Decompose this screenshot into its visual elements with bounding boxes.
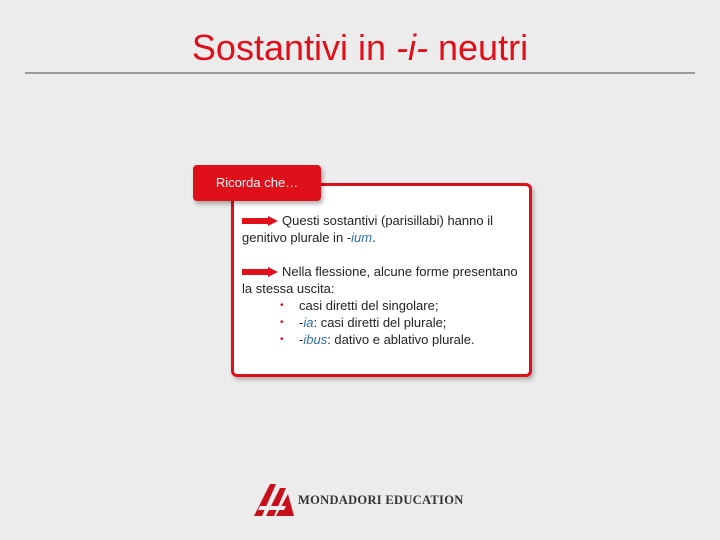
list-item-highlight: ia [303, 315, 314, 330]
list-item [242, 314, 522, 331]
title-part-1: Sostantivi in [191, 27, 397, 68]
mondadori-logo-icon [250, 482, 294, 516]
ending-list [242, 297, 522, 348]
title-divider [25, 72, 695, 74]
p2-intro [242, 263, 522, 297]
p1-end: . [372, 230, 376, 245]
list-item-prefix: - [299, 332, 304, 347]
list-item [242, 331, 522, 348]
bullet-icon: • [280, 334, 284, 345]
arrow-right-icon [242, 216, 278, 226]
bullet-icon: • [280, 300, 284, 311]
title-italic: -i- [396, 27, 429, 68]
list-item-text: casi diretti del singolare; [299, 298, 439, 313]
bullet-icon: • [280, 317, 284, 328]
publisher-logo [250, 482, 464, 516]
list-item-prefix: - [299, 315, 304, 330]
arrow-right-icon [242, 267, 278, 277]
logo-wordmark: MONDADORI EDUCATION [298, 492, 464, 507]
callout-tab: Ricorda che… [193, 165, 321, 201]
list-item-highlight: ibus [303, 332, 328, 347]
callout-paragraph-1 [242, 212, 522, 246]
p2-text: Nella flessione, alcune forme presentano la stessa uscita: [242, 264, 518, 296]
list-item [242, 297, 522, 314]
p1-highlight: ium [351, 230, 373, 245]
title-part-2: neutri [428, 27, 529, 68]
list-item-text: : dativo e ablativo plurale. [327, 332, 475, 347]
slide-title [0, 26, 720, 70]
p1-text: Questi sostantivi (parisillabi) hanno il genitivo plurale in - [242, 213, 493, 245]
callout-paragraph-2 [242, 263, 522, 348]
list-item-text: : casi diretti del plurale; [313, 315, 447, 330]
